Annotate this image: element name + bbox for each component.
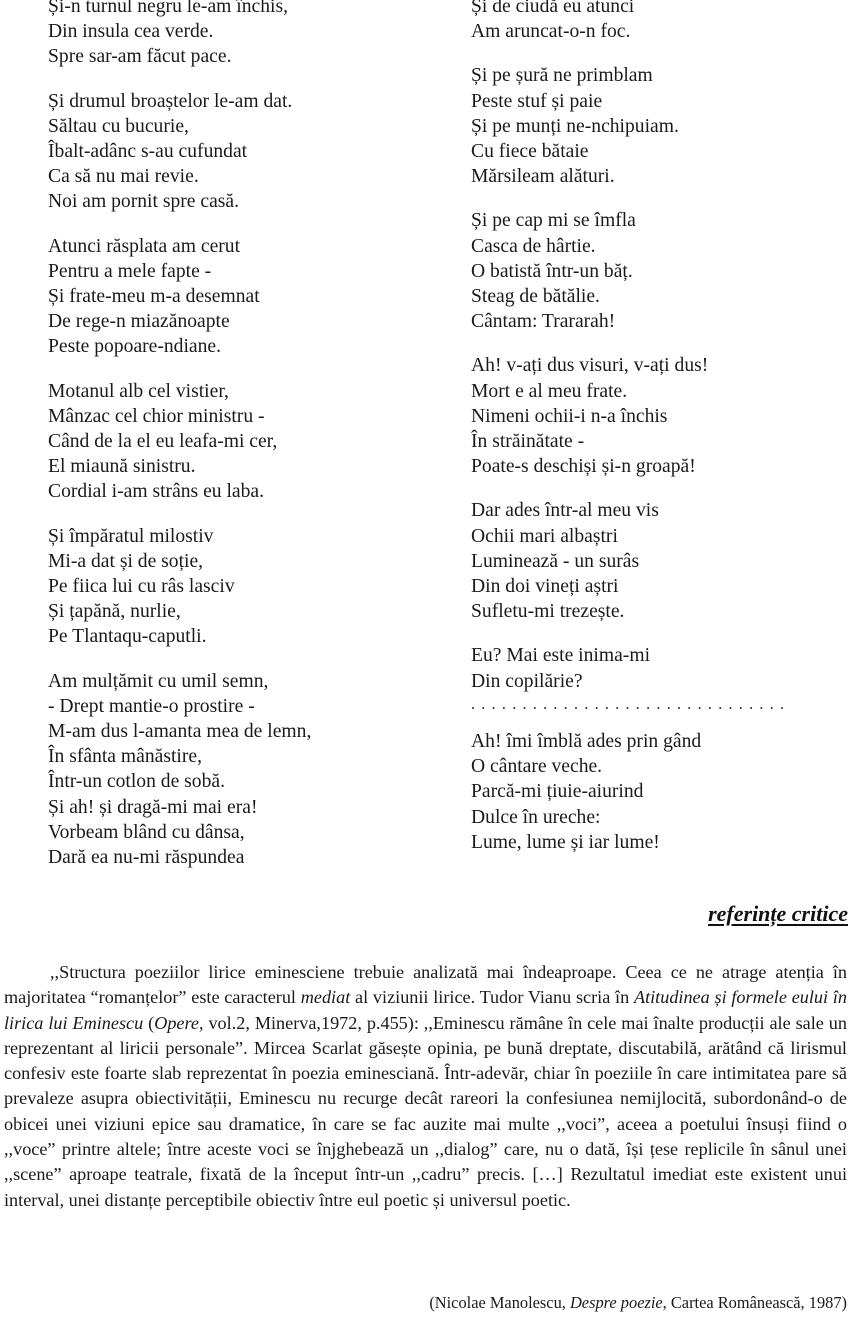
poem-line: Pe fiica lui cu râs lasciv xyxy=(48,576,235,598)
poem-line: Și frate-meu m-a desemnat xyxy=(48,286,260,308)
poem-line: Și de ciudă eu atunci xyxy=(471,0,635,17)
poem-line: Ca să nu mai revie. xyxy=(48,166,199,188)
poem-line: - Drept mantie-o prostire - xyxy=(48,695,255,717)
source-book-title: Despre poezie xyxy=(569,1293,663,1312)
poem-line: Într-un cotlon de sobă. xyxy=(48,771,225,793)
poem-line: Dulce în ureche: xyxy=(471,806,601,828)
poem-line: O cântare veche. xyxy=(471,756,603,778)
stanza xyxy=(471,729,846,855)
poem-line: Când de la el eu leafa-mi cer, xyxy=(48,431,278,453)
stanza xyxy=(48,669,438,871)
poem-line: Și ah! și dragă-mi mai era! xyxy=(48,796,258,818)
poem-line: Mi-a dat și de soție, xyxy=(48,550,204,572)
poem-line: M-am dus l-amanta mea de lemn, xyxy=(48,721,312,743)
critique-emphasis: mediat xyxy=(300,987,351,1008)
stanza xyxy=(471,353,846,479)
poem-line: Din copilărie? xyxy=(471,670,583,692)
stanza xyxy=(48,379,438,505)
poem-line: El miaună sinistru. xyxy=(48,456,196,478)
poem-line: Ah! îmi îmblă ades prin gând xyxy=(471,731,702,753)
critique-book-title: Atitudinea și formele eului în lirica lui Eminescu xyxy=(4,987,847,1033)
critique-text: al viziunii lirice. Tudor Vianu scria în xyxy=(350,987,634,1008)
poem-line: Atunci răsplata am cerut xyxy=(48,235,241,257)
poem-line: Am mulțămit cu umil semn, xyxy=(48,670,269,692)
poem-line: Dară ea nu-mi răspundea xyxy=(48,847,245,869)
poem-line: Și țapănă, nurlie, xyxy=(48,601,181,623)
poem-line: Și pe munți ne-nchipuiam. xyxy=(471,115,679,137)
stanza xyxy=(471,0,846,44)
poem-line: De rege-n miazănoapte xyxy=(48,311,230,333)
poem-line: Și-n turnul negru le-am închis, xyxy=(48,0,288,17)
poem-line: Motanul alb cel vistier, xyxy=(48,380,229,402)
stanza xyxy=(471,643,846,717)
poem-line: Mânzac cel chior ministru - xyxy=(48,405,265,427)
poem-line: Pentru a mele fapte - xyxy=(48,260,212,282)
poem-line: Spre sar-am făcut pace. xyxy=(48,46,232,68)
poem-line: Poate-s deschiși și-n groapă! xyxy=(471,456,696,478)
poem-line: Cântam: Trararah! xyxy=(471,311,616,333)
poem-line: Ah! v-ați dus visuri, v-ați dus! xyxy=(471,355,709,377)
critique-text: , vol.2, Minerva,1972, p.455): ,,Eminescu rămâne în cele mai înalte producții ale sale un reprezentant al liricii personale”. Mircea Scarlat găsește opinia, pe bună dreptate, discutabilă, arătând că lirismul confesiv este foarte slab reprezentat în poezia eminesciană. Într-adevăr, chiar în poeziile în care intimitatea pare să prevaleze asupra obiectivității, Eminescu nu recurge decât rareori la confesiunea nemijlocită, subordonând-o de obicei unei viziuni epice sau dramatice, în care se fac auzite mai multe ,,voci”, aceea a poetului însuși fiind o ,,voce” printre altele; între aceste voci se înjghebează un ,,dialog” care, nu o dată, își țese replicile în sânul unei ,,scene” aproape teatrale, fixată de la început într-un ,,cadru” precis. […] Rezultatul imediat este existent unui interval, unei distanțe perceptibile obiectiv între eul poetic și universul poetic. xyxy=(4,1012,847,1210)
critique-work-title: Opere xyxy=(154,1012,199,1033)
critique-text: ,,Structura poeziilor lirice eminesciene trebuie analizată mai îndeaproape. Ceea ce ne atrage atenția în majoritatea “romanțelor” este caracterul xyxy=(4,962,847,1008)
poem-line: Mărsileam alături. xyxy=(471,166,615,188)
stanza xyxy=(48,89,438,215)
source-author: (Nicolae Manolescu, xyxy=(429,1293,570,1312)
poem-line: O batistă într-un băț. xyxy=(471,260,633,282)
critique-paragraph xyxy=(4,960,847,1213)
poem-right-column xyxy=(471,0,846,874)
poem-line: Din insula cea verde. xyxy=(48,21,214,43)
poem-line: Și drumul broaștelor le-am dat. xyxy=(48,90,293,112)
poem-line: Cordial i-am strâns eu laba. xyxy=(48,481,265,503)
poem-line: Pe Tlantaqu-caputli. xyxy=(48,626,207,648)
poem-line: Vorbeam blând cu dânsa, xyxy=(48,821,245,843)
poem-line: Și pe șură ne primblam xyxy=(471,65,653,87)
poem-left-column xyxy=(48,0,438,889)
poem-line: Steag de bătălie. xyxy=(471,286,600,308)
poem-line: Sufletu-mi trezește. xyxy=(471,601,625,623)
poem-line: Peste popoare-ndiane. xyxy=(48,336,222,358)
poem-line: Nimeni ochii-i n-a închis xyxy=(471,405,668,427)
poem-line: Ochii mari albaștri xyxy=(471,525,618,547)
poem-line: Luminează - un surâs xyxy=(471,550,640,572)
poem-line: Din doi vineți aștri xyxy=(471,576,619,598)
poem-line: Cu fiece bătaie xyxy=(471,141,589,163)
critique-text: ( xyxy=(143,1012,155,1033)
source-publisher: , Cartea Românească, 1987) xyxy=(662,1293,847,1312)
poem-line: Parcă-mi țiuie-aiurind xyxy=(471,781,644,803)
poem-line: Îbalt-adânc s-au cufundat xyxy=(48,141,248,163)
poem-line: În sfânta mânăstire, xyxy=(48,746,202,768)
stanza xyxy=(471,63,846,189)
poem-line: Noi am pornit spre casă. xyxy=(48,191,239,213)
stanza xyxy=(471,208,846,334)
source-citation xyxy=(429,1292,847,1314)
poem-line: Peste stuf și paie xyxy=(471,90,603,112)
stanza xyxy=(48,0,438,70)
poem-line: Dar ades într-al meu vis xyxy=(471,500,659,522)
poem-line: Săltau cu bucurie, xyxy=(48,115,189,137)
stanza xyxy=(471,498,846,624)
poem-line: Am aruncat-o-n foc. xyxy=(471,21,631,43)
poem-line: Eu? Mai este inima-mi xyxy=(471,645,651,667)
poem-line: Casca de hârtie. xyxy=(471,235,596,257)
section-title: referințe critice xyxy=(708,901,848,926)
poem-line: Lume, lume și iar lume! xyxy=(471,831,660,853)
ellipsis-separator: ............................... xyxy=(471,695,791,713)
stanza xyxy=(48,234,438,360)
poem-line: În străinătate - xyxy=(471,431,585,453)
poem-line: Mort e al meu frate. xyxy=(471,380,628,402)
poem-line: Și împăratul milostiv xyxy=(48,525,214,547)
poem-line: Și pe cap mi se îmfla xyxy=(471,210,636,232)
stanza xyxy=(48,524,438,650)
